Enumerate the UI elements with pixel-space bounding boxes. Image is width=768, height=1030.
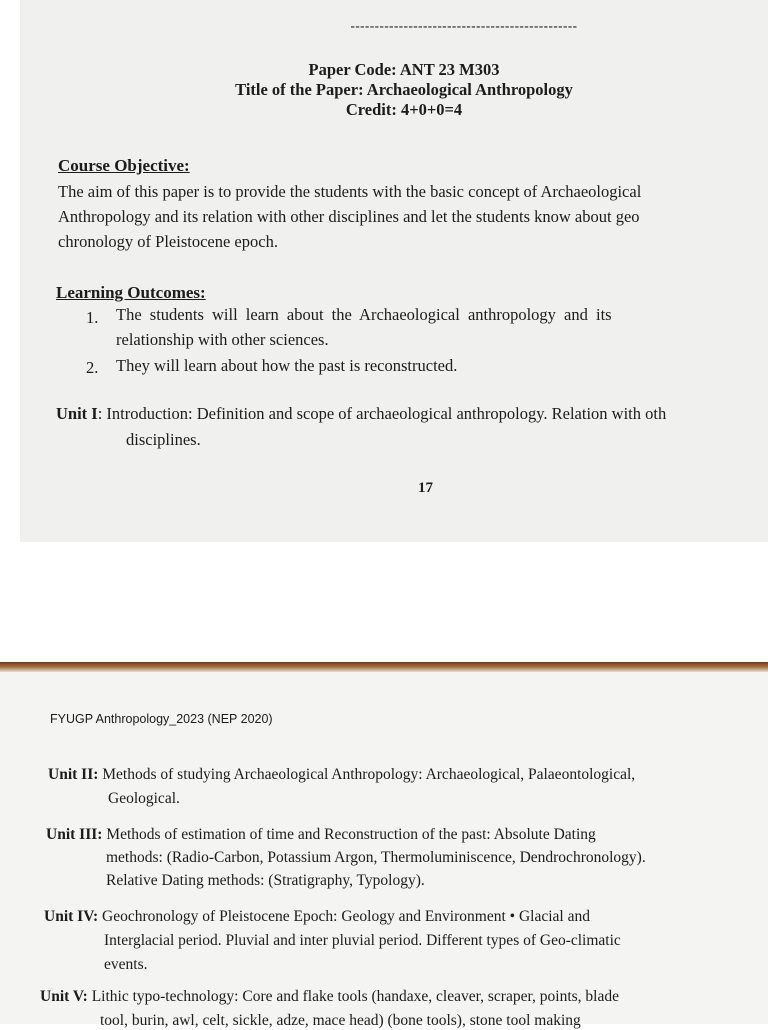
unit-1-line [56, 404, 666, 424]
unit-2-line [48, 766, 635, 784]
outcome-text: relationship with other sciences. [116, 330, 329, 349]
unit-5-label: Unit V: [40, 988, 88, 1005]
objective-line: Anthropology and its relation with other disciplines and let the students know about geo [58, 207, 640, 226]
unit-5-line: tool, burin, awl, celt, sickle, adze, mace head) (bone tools), stone tool making [100, 1012, 581, 1029]
paper-credit: Credit: 4+0+0=4 [345, 100, 463, 119]
page-edge-shadow [0, 662, 768, 672]
unit-1-label: Unit I [56, 404, 98, 423]
course-objective-heading: Course Objective: [58, 156, 190, 175]
unit-2-line: Geological. [108, 790, 180, 807]
outcome-number: 1. [86, 308, 99, 327]
unit-5-text: Lithic typo-technology: Core and flake tools (handaxe, cleaver, scraper, points, blade [87, 988, 619, 1005]
unit-5-line [40, 988, 619, 1006]
unit-3-label: Unit III: [46, 826, 103, 843]
unit-2-text: Methods of studying Archaeological Anthropology: Archaeological, Palaeontological, [98, 766, 636, 783]
unit-4-line: events. [104, 956, 148, 973]
unit-2-label: Unit II: [48, 766, 99, 783]
document-page-lower [0, 662, 768, 1029]
paper-title: Title of the Paper: Archaeological Anthropology [235, 80, 573, 99]
unit-3-line [46, 826, 596, 844]
document-page-upper [20, 0, 768, 542]
objective-line: chronology of Pleistocene epoch. [58, 232, 278, 251]
outcome-number: 2. [86, 358, 99, 377]
objective-line: The aim of this paper is to provide the students with the basic concept of Archaeological [58, 182, 642, 201]
unit-4-line: Interglacial period. Pluvial and inter pluvial period. Different types of Geo-climatic [104, 932, 621, 949]
unit-4-label: Unit IV: [44, 908, 99, 925]
unit-3-line: methods: (Radio-Carbon, Potassium Argon, Thermoluminiscence, Dendrochronology). [106, 849, 646, 866]
learning-outcomes-heading: Learning Outcomes: [56, 283, 206, 302]
unit-1-text: : Introduction: Definition and scope of archaeological anthropology. Relation with oth [97, 404, 667, 423]
unit-4-line [44, 908, 590, 926]
unit-3-text: Methods of estimation of time and Reconstruction of the past: Absolute Dating [102, 826, 596, 843]
separator-rule: ----------------------------------------------- [350, 18, 578, 33]
unit-3-line: Relative Dating methods: (Stratigraphy, Typology). [106, 872, 425, 889]
unit-4-text: Geochronology of Pleistocene Epoch: Geology and Environment • Glacial and [98, 908, 590, 925]
running-header: FYUGP Anthropology_2023 (NEP 2020) [50, 712, 273, 726]
outcome-text: They will learn about how the past is reconstructed. [116, 356, 458, 375]
outcome-text: The students will learn about the Archaeological anthropology and its [116, 305, 612, 324]
paper-code: Paper Code: ANT 23 M303 [308, 60, 500, 79]
page-number: 17 [418, 480, 433, 496]
unit-1-line: disciplines. [126, 430, 201, 449]
